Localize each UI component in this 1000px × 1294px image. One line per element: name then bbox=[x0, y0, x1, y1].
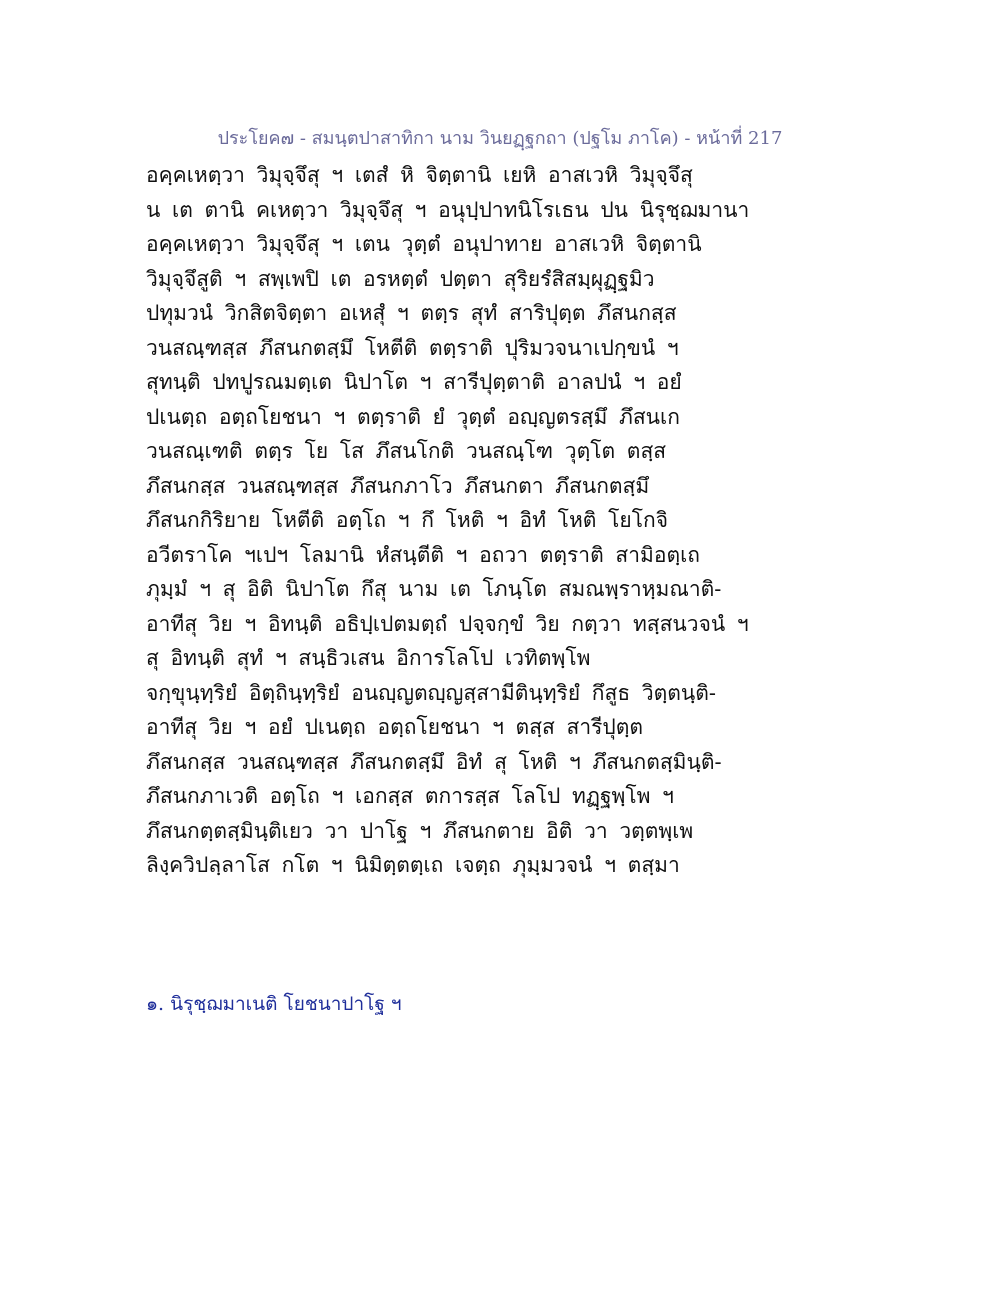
text-line: วิมุจฺจึสูติ ฯ สพฺเพปิ เต อรหตฺตํ ปตฺตา สุริยรํสิสมฺผุฏฺฐมิว bbox=[146, 266, 655, 291]
text-line: อวีตราโค ฯเปฯ โลมานิ หํสนฺตีติ ฯ อถวา ตตฺราติ สามิอตฺเถ bbox=[146, 542, 700, 567]
body-text bbox=[146, 158, 866, 883]
text-line: อคฺคเหตฺวา วิมุจฺจึสุ ฯ เตน วุตฺตํ อนุปาทาย อาสเวหิ จิตฺตานิ bbox=[146, 232, 702, 256]
text-line: ภึสนกภาเวติ อตฺโถ ฯ เอกสฺส ตการสฺส โลโป ทฏฺฐพฺโพ ฯ bbox=[146, 784, 674, 808]
text-line: ภึสนกสฺส วนสณฺฑสฺส ภึสนกตสฺมึ อิทํ สุ โหติ ฯ ภึสนกตสฺมินฺติ- bbox=[146, 749, 722, 774]
text-line: วนสณฺเฑติ ตตฺร โย โส ภึสนโกติ วนสณฺโฑ วุตฺโต ตสฺส bbox=[146, 439, 667, 463]
text-line: สุ อิทนฺติ สุทํ ฯ สนฺธิวเสน อิการโลโป เวทิตพฺโพ bbox=[146, 646, 591, 670]
text-line: ปทุมวนํ วิกสิตจิตฺตา อเหสุํ ฯ ตตฺร สุทํ สาริปุตฺต ภึสนกสฺส bbox=[146, 301, 677, 325]
text-line: อาทีสุ วิย ฯ อิทนฺติ อธิปฺเปตมตฺถํ ปจฺจกฺขํ วิย กตฺวา ทสฺสนวจนํ ฯ bbox=[146, 611, 749, 636]
text-line: อคฺคเหตฺวา วิมุจฺจึสุ ฯ เตสํ หิ จิตฺตานิ เยหิ อาสเวหิ วิมุจฺจึสุ bbox=[146, 163, 693, 187]
running-header: ประโยค๗ - สมนฺตปาสาทิกา นาม วินยฏฺฐกถา (ปฐโม ภาโค) - หน้าที่ 217 bbox=[217, 128, 783, 149]
text-line: สุทนฺติ ปทปูรณมตฺเต นิปาโต ฯ สารีปุตฺตาติ อาลปนํ ฯ อยํ bbox=[146, 370, 682, 394]
footnote: ๑. นิรุชฺฌมาเนติ โยชนาปาโฐ ฯ bbox=[146, 993, 402, 1015]
text-line: ภึสนกตฺตสฺมินฺติเยว วา ปาโฐ ฯ ภึสนกตาย อิติ วา วตฺตพฺเพ bbox=[146, 818, 694, 843]
text-line: จกฺขุนฺทฺริยํ อิตฺถินฺทฺริยํ อนญฺญตญฺญสฺสามีตินฺทฺริยํ กึสูธ วิตฺตนฺติ- bbox=[146, 680, 716, 705]
text-line: อาทีสุ วิย ฯ อยํ ปเนตฺถ อตฺถโยชนา ฯ ตสฺส สารีปุตฺต bbox=[146, 715, 643, 739]
text-line: วนสณฺฑสฺส ภึสนกตสฺมึ โหตีติ ตตฺราติ ปุริมวจนาเปกฺขนํ ฯ bbox=[146, 335, 679, 360]
text-line: ภึสนกกิริยาย โหตีติ อตฺโถ ฯ กึ โหติ ฯ อิทํ โหติ โยโกจิ bbox=[146, 508, 669, 532]
text-line: น เต ตานิ คเหตฺวา วิมุจฺจึสุ ฯ อนุปฺปาทนิโรเธน ปน นิรุชฺฌมานา bbox=[146, 197, 750, 222]
text-line: ปเนตฺถ อตฺถโยชนา ฯ ตตฺราติ ยํ วุตฺตํ อญฺญตรสฺมึ ภึสนเก bbox=[146, 404, 680, 429]
text-line: ลิงฺควิปลฺลาโส กโต ฯ นิมิตฺตตฺเถ เจตฺถ ภุมฺมวจนํ ฯ ตสฺมา bbox=[146, 853, 680, 877]
text-line: ภุมฺมํ ฯ สุ อิติ นิปาโต กึสุ นาม เต โภนฺโต สมณพฺราหฺมณาติ- bbox=[146, 577, 722, 601]
text-line: ภึสนกสฺส วนสณฺฑสฺส ภึสนกภาโว ภึสนกตา ภึสนกตสฺมึ bbox=[146, 473, 650, 498]
